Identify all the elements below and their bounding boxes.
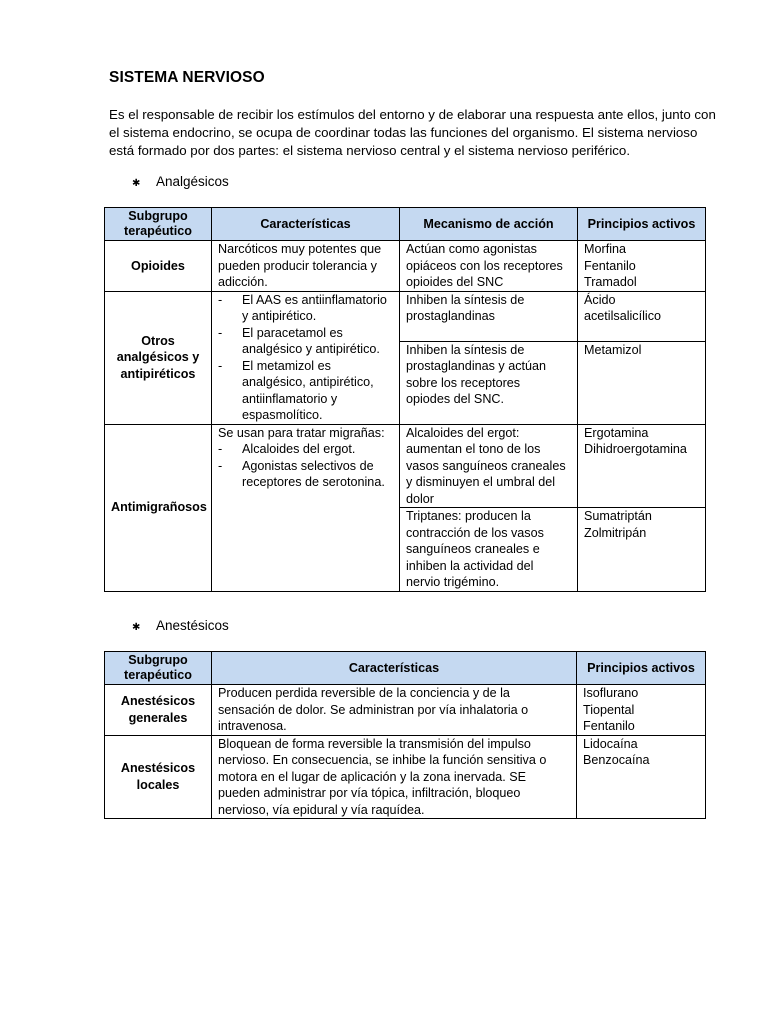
- section-heading-label: Anestésicos: [156, 618, 229, 633]
- header-actives: Principios activos: [578, 208, 706, 241]
- cell-line: Producen perdida reversible de la conciencia y de la: [218, 686, 510, 700]
- cell-line: Dihidroergotamina: [584, 442, 687, 456]
- mechanism-cell: [400, 241, 578, 292]
- cell-line: nervioso. En consecuencia, se inhibe la función sensitiva o: [218, 753, 547, 767]
- actives-cell: [577, 685, 706, 736]
- bullet-icon: ✱: [132, 622, 141, 633]
- cell-line: Fentanilo: [583, 719, 635, 733]
- actives-cell: [578, 508, 706, 592]
- subgroup-name-line: antipiréticos: [120, 366, 196, 381]
- cell-line: acetilsalicílico: [584, 309, 661, 323]
- dash-marker: -: [218, 442, 223, 456]
- features-cell: [212, 685, 577, 736]
- cell-line: Lidocaína: [583, 736, 638, 751]
- header-text: terapéutico: [124, 668, 192, 682]
- cell-line: y disminuyen el umbral del: [406, 475, 556, 489]
- cell-line: prostaglandinas: [406, 309, 495, 323]
- cell-line: Metamizol: [584, 342, 642, 357]
- cell-line: sobre los receptores: [406, 375, 521, 390]
- header-features: Características: [212, 208, 400, 241]
- table-header-row: [105, 652, 706, 685]
- table-row: [105, 735, 706, 819]
- cell-line: Actúan como agonistas: [406, 242, 537, 256]
- mechanism-cell: [400, 508, 578, 592]
- bullet-icon: ✱: [132, 178, 141, 189]
- cell-line: Triptanes: producen la: [406, 509, 531, 523]
- list-item: [218, 325, 393, 342]
- subgroup-name: Opioides: [105, 241, 212, 292]
- intro-line: el sistema endocrino, se ocupa de coordinar todas las funciones del organismo. El sistema nervioso: [109, 125, 698, 140]
- header-mechanism: Mecanismo de acción: [400, 208, 578, 241]
- anestesicos-table: [104, 651, 706, 819]
- list-item: [218, 441, 393, 458]
- table-row: [105, 685, 706, 736]
- table-row: [105, 424, 706, 508]
- cell-line: Tiopental: [583, 702, 635, 717]
- cell-line: pueden producir tolerancia y: [218, 258, 377, 273]
- cell-line: aumentan el tono de los: [406, 442, 541, 456]
- cell-line: prostaglandinas y actúan: [406, 359, 547, 374]
- cell-line: intravenosa.: [218, 719, 287, 733]
- subgroup-name-line: locales: [136, 777, 180, 792]
- cell-line: analgésico y antipirético.: [242, 342, 380, 356]
- cell-line: vasos sanguíneos craneales: [406, 458, 566, 473]
- mechanism-cell: [400, 291, 578, 341]
- cell-line: inhiben la actividad del: [406, 558, 534, 573]
- features-cell: [212, 241, 400, 292]
- features-cell: [212, 735, 577, 819]
- mechanism-cell: [400, 424, 578, 508]
- subgroup-name-line: Anestésicos: [120, 694, 196, 709]
- section-heading-analgesicos: [132, 174, 229, 189]
- intro-paragraph: [109, 106, 716, 160]
- cell-line: Narcóticos muy potentes que: [218, 242, 382, 256]
- cell-line: Alcaloides del ergot.: [242, 442, 356, 456]
- cell-line: Inhiben la síntesis de: [406, 292, 525, 307]
- header-features: Características: [212, 652, 577, 685]
- page-title: SISTEMA NERVIOSO: [109, 69, 265, 86]
- intro-line: Es el responsable de recibir los estímulos del entorno y de elaborar una respuesta ante ellos, junto con: [109, 107, 716, 122]
- cell-line: Benzocaína: [583, 753, 650, 767]
- actives-cell: [578, 424, 706, 508]
- header-subgroup: [105, 652, 212, 685]
- cell-line: Inhiben la síntesis de: [406, 342, 525, 357]
- features-cell: [212, 424, 400, 591]
- mechanism-cell: [400, 341, 578, 424]
- header-subgroup: [105, 208, 212, 241]
- subgroup-name: Antimigrañosos: [105, 424, 212, 591]
- subgroup-name-line: generales: [128, 710, 188, 725]
- cell-line: adicción.: [218, 275, 268, 289]
- section-heading-anestesicos: [132, 618, 229, 633]
- cell-line: Agonistas selectivos de: [242, 458, 374, 473]
- dash-marker: -: [218, 325, 223, 340]
- cell-line: sanguíneos craneales e: [406, 542, 540, 556]
- cell-line: receptores de serotonina.: [242, 475, 385, 489]
- header-text: Subgrupo: [128, 653, 188, 667]
- list-item: [218, 458, 393, 475]
- cell-line: Ácido: [584, 292, 616, 307]
- subgroup-name-line: analgésicos y: [116, 350, 200, 365]
- features-cell: [212, 291, 400, 424]
- actives-cell: [577, 735, 706, 819]
- cell-line: nervioso, vía epidural y vía raquídea.: [218, 802, 425, 817]
- cell-line: pueden administrar por vía tópica, infiltración, bloqueo: [218, 786, 521, 800]
- cell-line: Sumatriptán: [584, 509, 652, 523]
- subgroup-name: [105, 291, 212, 424]
- cell-line: antiinflamatorio y: [242, 391, 338, 406]
- intro-line: está formado por dos partes: el sistema nervioso central y el sistema nervioso periférico.: [109, 143, 631, 158]
- cell-line: Isoflurano: [583, 686, 639, 700]
- cell-line: Se usan para tratar migrañas:: [218, 425, 385, 440]
- table-row: [105, 241, 706, 292]
- cell-line: nervio trigémino.: [406, 575, 500, 589]
- table-row: [105, 291, 706, 341]
- header-text: terapéutico: [124, 224, 192, 238]
- cell-line: opiáceos con los receptores: [406, 258, 563, 273]
- dash-marker: -: [218, 292, 223, 307]
- cell-line: Alcaloides del ergot:: [406, 425, 520, 440]
- header-text: Subgrupo: [128, 209, 188, 223]
- actives-cell: [578, 291, 706, 341]
- dash-marker: -: [218, 458, 223, 473]
- actives-cell: [578, 341, 706, 424]
- cell-line: opiodes del SNC.: [406, 392, 505, 407]
- dash-marker: -: [218, 358, 223, 373]
- cell-line: motora en el lugar de aplicación y la zona inervada. SE: [218, 769, 527, 784]
- cell-line: sensación de dolor. Se administran por vía inhalatoria o: [218, 702, 529, 717]
- analgesicos-table: [104, 207, 706, 592]
- cell-line: Zolmitripán: [584, 525, 647, 540]
- cell-line: El paracetamol es: [242, 325, 343, 340]
- cell-line: contracción de los vasos: [406, 525, 544, 540]
- subgroup-name: [105, 685, 212, 736]
- cell-line: Fentanilo: [584, 258, 636, 273]
- cell-line: Bloquean de forma reversible la transmisión del impulso: [218, 736, 531, 751]
- actives-cell: [578, 241, 706, 292]
- cell-line: El AAS es antiinflamatorio: [242, 292, 387, 307]
- subgroup-name: [105, 735, 212, 819]
- cell-line: y antipirético.: [242, 309, 317, 323]
- cell-line: Tramadol: [584, 275, 637, 289]
- subgroup-name-line: Otros: [141, 333, 175, 348]
- section-heading-label: Analgésicos: [156, 174, 229, 189]
- cell-line: Ergotamina: [584, 425, 649, 440]
- cell-line: dolor: [406, 491, 435, 506]
- cell-line: opioides del SNC: [406, 275, 504, 289]
- cell-line: espasmolítico.: [242, 408, 323, 422]
- list-item: [218, 358, 393, 375]
- subgroup-name-line: Anestésicos: [120, 761, 196, 776]
- cell-line: El metamizol es: [242, 358, 331, 373]
- list-item: [218, 292, 393, 309]
- cell-line: analgésico, antipirético,: [242, 375, 374, 389]
- table-header-row: [105, 208, 706, 241]
- header-actives: Principios activos: [577, 652, 706, 685]
- cell-line: Morfina: [584, 242, 626, 256]
